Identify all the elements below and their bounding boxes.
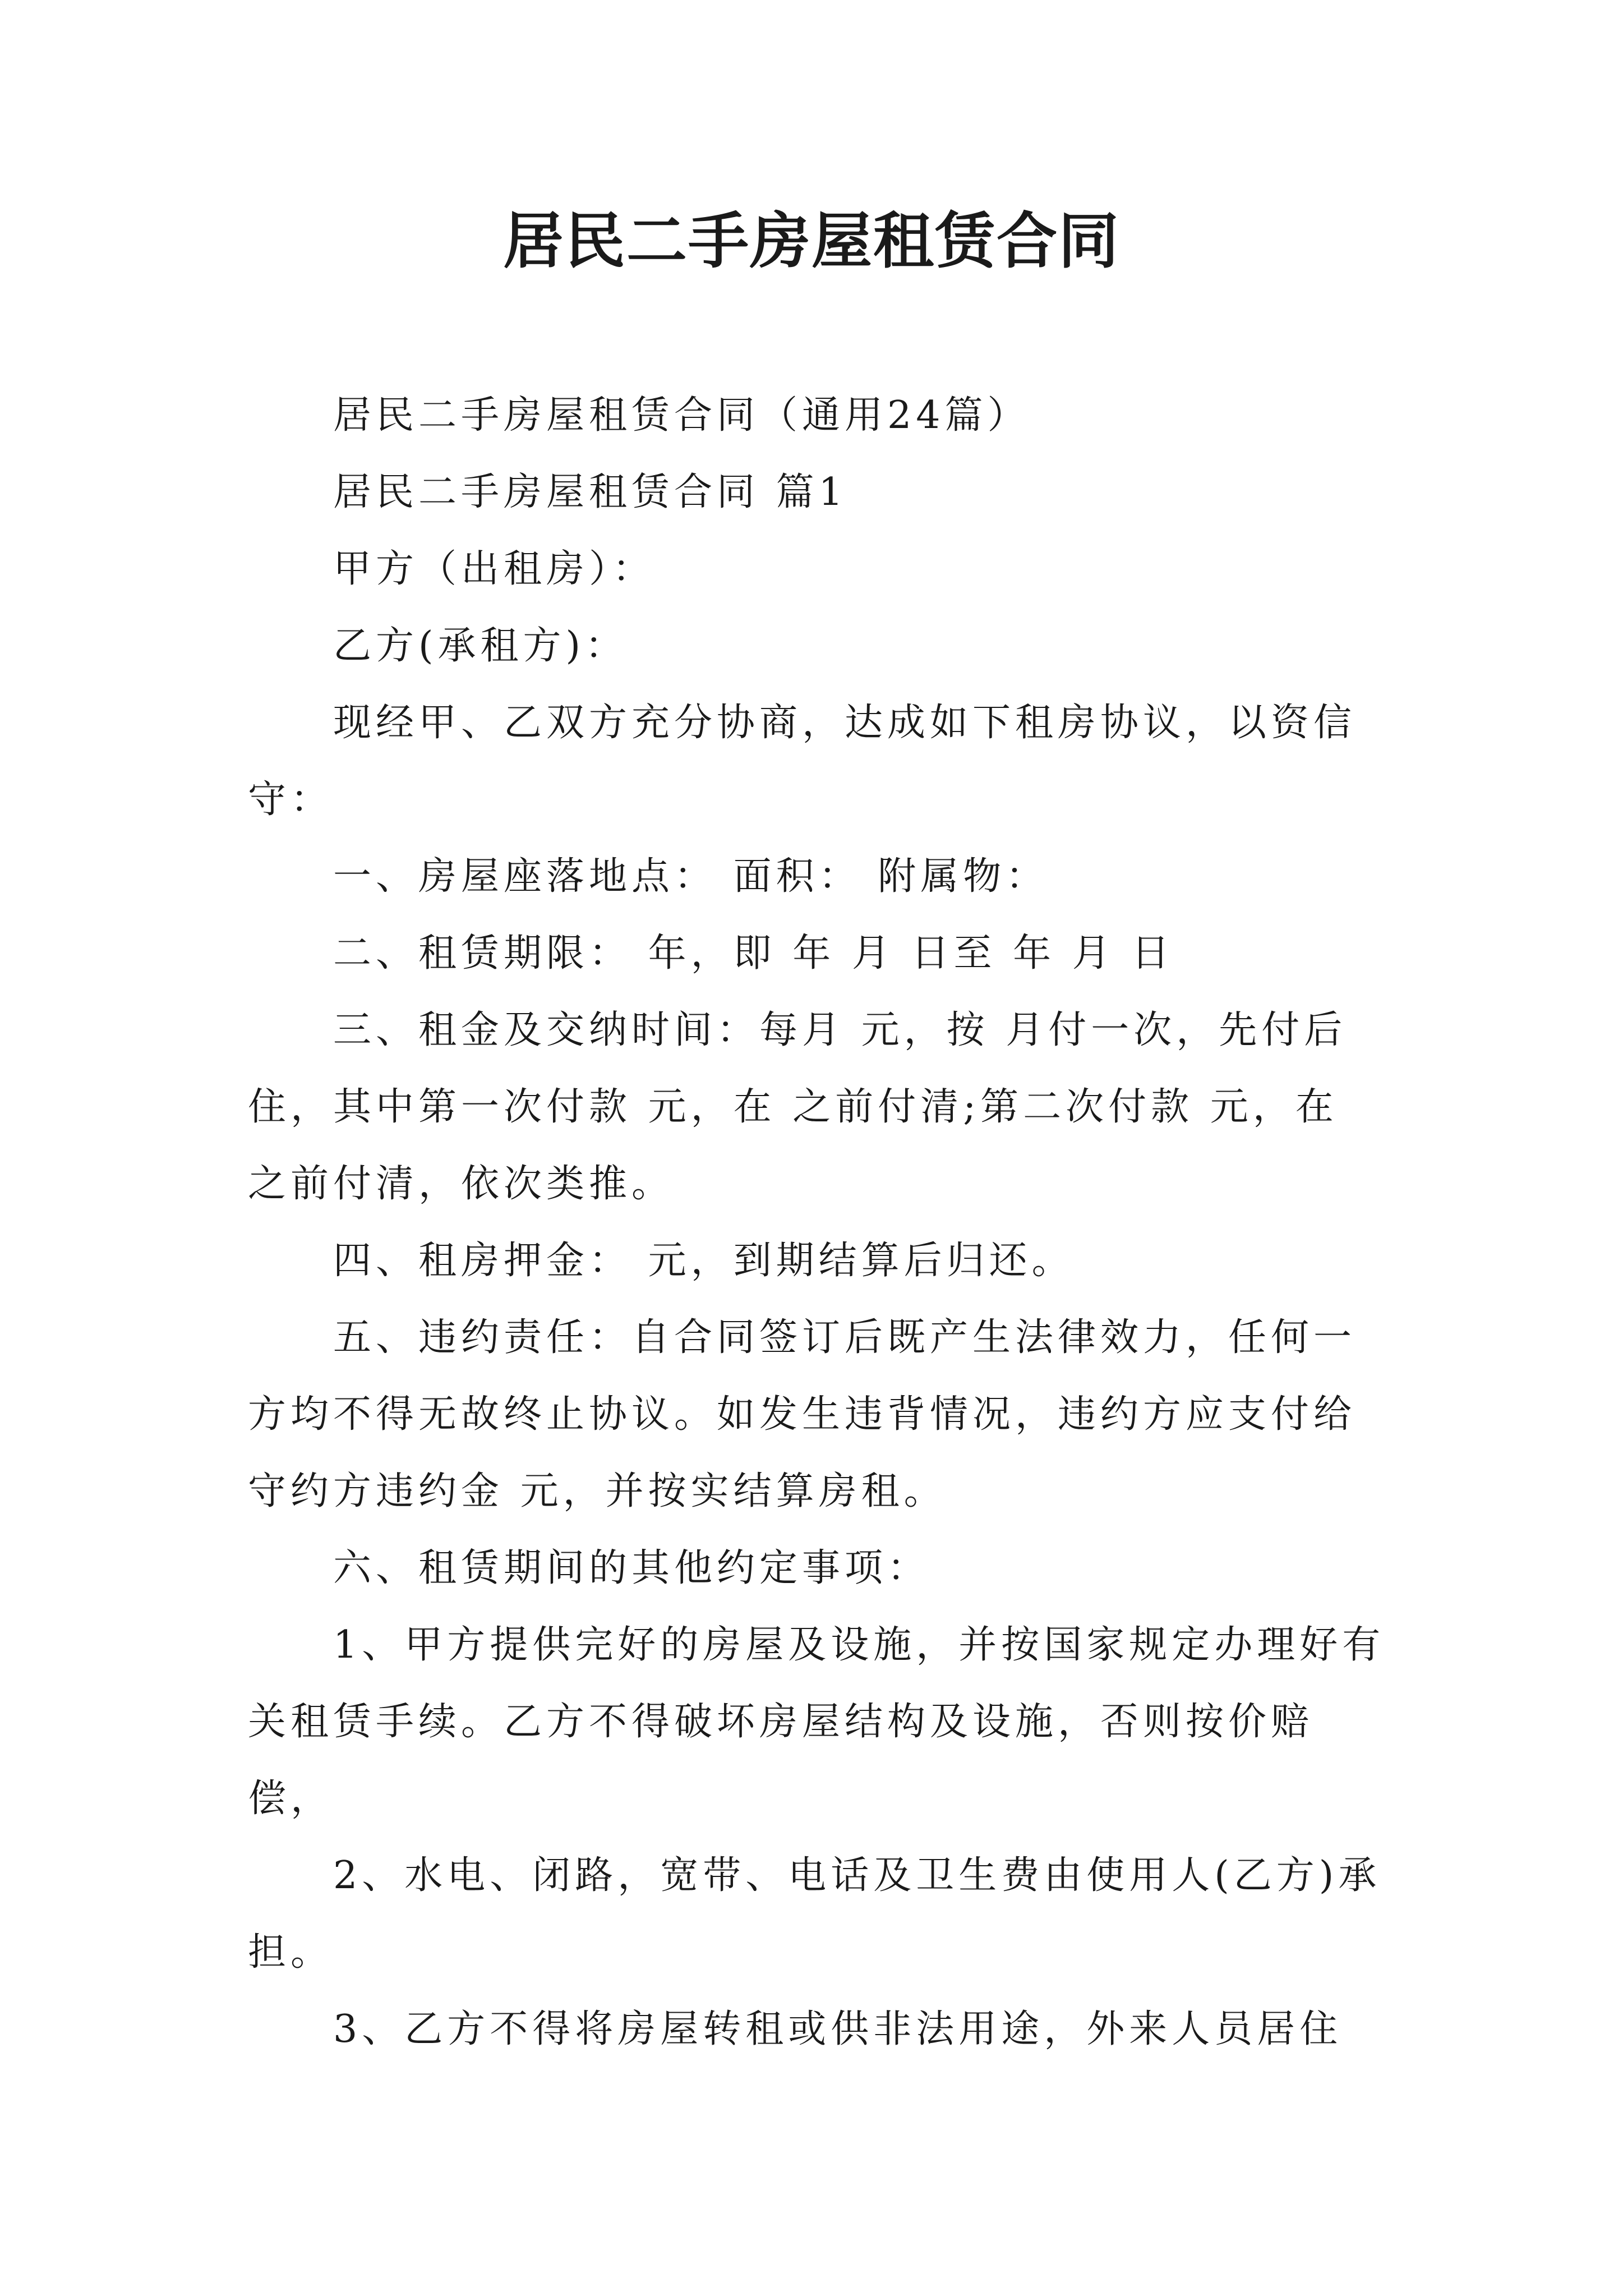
section-heading-paragraph: 居民二手房屋租赁合同 篇1 [333,470,847,514]
item-1-paragraph: 1、甲方提供完好的房屋及设施，并按国家规定办理好有关租赁手续。乙方不得破坏房屋结构及设施，否则按价赔偿， [248,1623,1385,1821]
preamble-paragraph: 现经甲、乙双方充分协商，达成如下租房协议，以资信守： [248,701,1357,822]
document-body [248,377,1386,2068]
item-3-paragraph: 3、乙方不得将房屋转租或供非法用途，外来人员居住 [333,2007,1343,2051]
party-a-paragraph: 甲方（出租房）： [333,547,656,591]
item-2-paragraph: 2、水电、闭路，宽带、电话及卫生费由使用人(乙方)承担。 [248,1853,1381,1975]
subtitle-paragraph: 居民二手房屋租赁合同（通用24篇） [333,393,1030,438]
clause-rent-paragraph: 三、租金及交纳时间：每月 元，按 月付一次，先付后住，其中第一次付款 元，在 之前付清;第二次付款 元，在 之前付清，依次类推。 [248,1008,1347,1206]
clause-location-paragraph: 一、房屋座落地点： 面积： 附属物： [333,854,1049,899]
clause-deposit-paragraph: 四、租房押金： 元，到期结算后归还。 [333,1239,1075,1283]
party-b-paragraph: 乙方(承租方)： [333,624,628,668]
clause-liability-paragraph: 五、违约责任：自合同签订后既产生法律效力，任何一方均不得无故终止协议。如发生违背情况，违约方应支付给守约方违约金 元，并按实结算房租。 [248,1315,1357,1513]
document-title: 居民二手房屋租赁合同 [502,206,1120,277]
clause-term-paragraph: 二、租赁期限： 年，即 年 月 日至 年 月 日 [333,931,1174,976]
clause-other-paragraph: 六、租赁期间的其他约定事项： [333,1546,930,1590]
